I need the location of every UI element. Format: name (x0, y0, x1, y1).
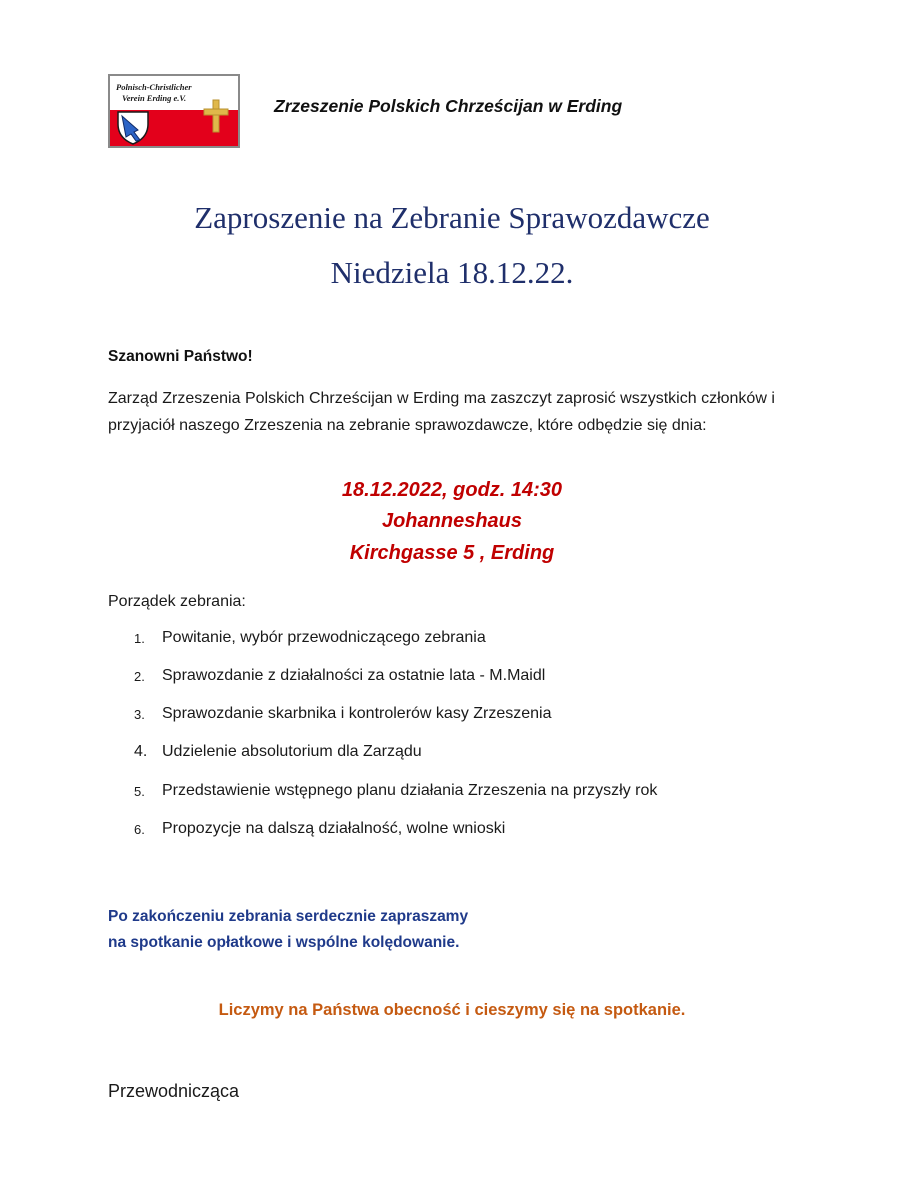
intro-paragraph: Zarząd Zrzeszenia Polskich Chrześcijan w Erding ma zaszczyt zaprosić wszystkich członków i przyjaciół naszego Zrzeszenia na zebranie sprawozdawcze, które odbędzie się dnia: (108, 390, 775, 434)
agenda-item-number: 6. (134, 822, 145, 837)
greeting: Szanowni Państwo! (108, 348, 253, 365)
agenda-item-text: Przedstawienie wstępnego planu działania Zrzeszenia na przyszły rok (162, 782, 658, 799)
thanks-message: Liczymy na Państwa obecność i cieszymy się na spotkanie. (218, 1001, 686, 1019)
document-title: Zaproszenie na Zebranie Sprawozdawcze (194, 200, 710, 235)
signature-role: Przewodnicząca (108, 1081, 240, 1101)
event-place: Johanneshaus (381, 510, 523, 532)
closing-invitation-line1: Po zakończeniu zebrania serdecznie zapraszamy (108, 908, 469, 925)
event-address: Kirchgasse 5 , Erding (349, 542, 555, 564)
shield-icon (114, 110, 152, 146)
document-subtitle-date: Niedziela 18.12.22. (330, 255, 574, 290)
agenda-item-number: 5. (134, 784, 145, 799)
agenda-title: Porządek zebrania: (108, 593, 246, 610)
closing-invitation-line2: na spotkanie opłatkowe i wspólne kolędowanie. (108, 934, 460, 951)
agenda-item-text: Udzielenie absolutorium dla Zarządu (162, 743, 422, 760)
agenda-item-text: Sprawozdanie z działalności za ostatnie lata - M.Maidl (162, 667, 546, 684)
cross-icon (202, 98, 230, 134)
agenda-item-number: 3. (134, 707, 145, 722)
agenda-item-text: Sprawozdanie skarbnika i kontrolerów kasy Zrzeszenia (162, 705, 552, 722)
organization-logo (108, 74, 240, 148)
agenda-item-text: Propozycje na dalszą działalność, wolne wnioski (162, 820, 506, 837)
logo-text-line1: Polnisch-Christlicher (116, 82, 192, 92)
agenda-item-number: 1. (134, 631, 145, 646)
agenda-item-number: 4. (134, 743, 148, 760)
logo-text-line2: Verein Erding e.V. (122, 93, 187, 103)
agenda-item-text: Powitanie, wybór przewodniczącego zebrania (162, 629, 486, 646)
organization-name: Zrzeszenie Polskich Chrześcijan w Erding (274, 96, 623, 116)
agenda-item-number: 2. (134, 669, 145, 684)
event-datetime: 18.12.2022, godz. 14:30 (341, 479, 563, 501)
